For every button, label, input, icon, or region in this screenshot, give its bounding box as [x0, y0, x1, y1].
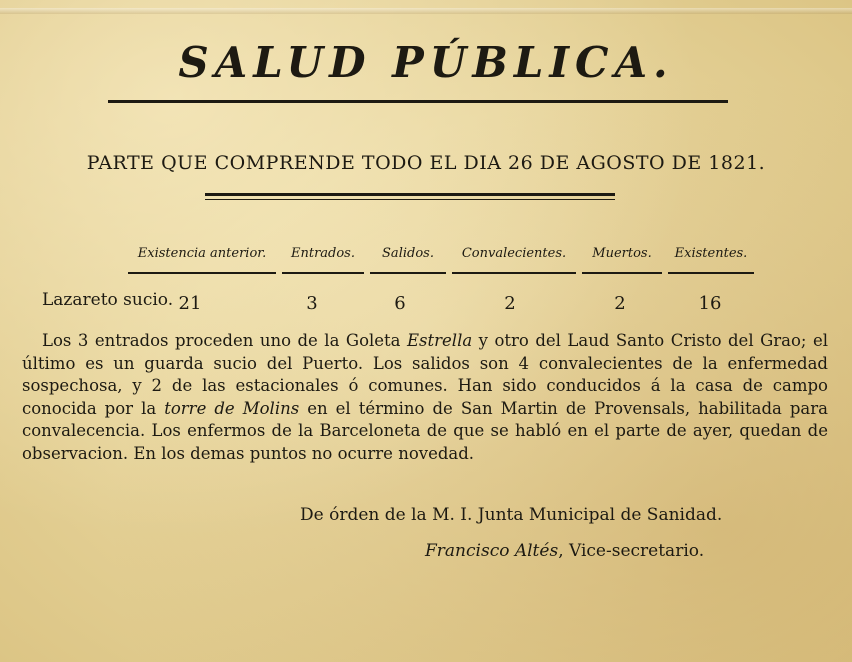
vessel-name: Estrella — [407, 331, 473, 350]
row-label-lazareto: Lazareto sucio. — [42, 290, 174, 310]
document-subtitle: PARTE QUE COMPRENDE TODO EL DIA 26 DE AGOSTO DE 1821. — [86, 152, 766, 174]
column-rule — [582, 272, 662, 274]
report-text-part2: y otro del Laud Santo Cristo del Grao; el último es un guarda sucio del Puerto. Los salidos son 4 convalecientes de la enfermedad sospechosa, y 2 de las estacionales ó comunes. Han sido conducidos á la casa de campo conocida por la — [22, 331, 828, 418]
report-text-part1: Los 3 entrados proceden uno de la Goleta — [42, 331, 407, 350]
column-rule — [282, 272, 364, 274]
authority-line: De órden de la M. I. Junta Municipal de Sanidad. — [300, 505, 723, 525]
paper-fold — [0, 8, 852, 14]
column-rule — [668, 272, 754, 274]
column-header-muertos: Muertos. — [592, 246, 652, 261]
column-header-existentes: Existentes. — [674, 246, 748, 261]
title-rule — [108, 100, 728, 103]
column-header-salidos: Salidos. — [382, 246, 434, 261]
cell-convalecientes: 2 — [504, 293, 516, 314]
signature-line — [425, 541, 704, 561]
cell-salidos: 6 — [394, 293, 406, 314]
place-name: torre de Molins — [164, 398, 300, 418]
document-title: SALUD PÚBLICA. — [178, 38, 674, 87]
column-header-existencia-anterior: Existencia anterior. — [137, 246, 267, 261]
report-paragraph — [22, 330, 828, 465]
column-rule — [128, 272, 276, 274]
signatory-role: , Vice-secretario. — [558, 541, 705, 561]
signatory-name: Francisco Altés — [425, 541, 559, 561]
cell-existencia-anterior: 21 — [178, 293, 202, 314]
column-rule — [452, 272, 576, 274]
column-header-entrados: Entrados. — [290, 246, 355, 261]
report-text-part3: en el término de San Martin de Provensals, habilitada para convalecencia. Los enfermos de la Barceloneta de que se habló en el parte de ayer, quedan de observacion. En los demas puntos no ocurre novedad. — [22, 398, 828, 463]
cell-entrados: 3 — [306, 293, 318, 314]
cell-existentes: 16 — [698, 293, 722, 314]
cell-muertos: 2 — [614, 293, 626, 314]
subtitle-rule — [205, 193, 615, 200]
column-rule — [370, 272, 446, 274]
column-header-convalecientes: Convalecientes. — [461, 246, 567, 261]
